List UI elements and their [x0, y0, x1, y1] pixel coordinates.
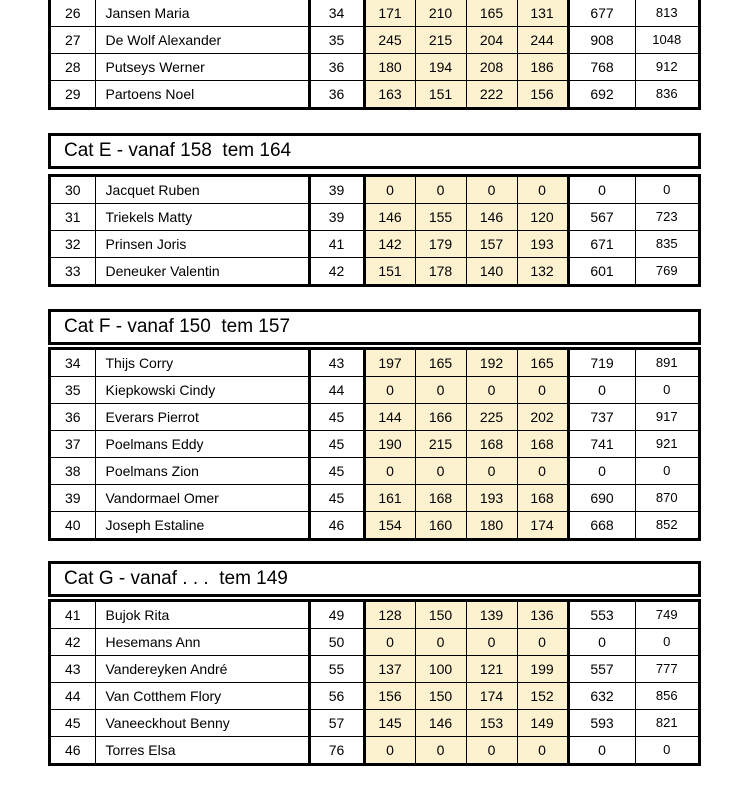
cell-total: 768: [568, 54, 635, 81]
cell-game-4: 0: [517, 737, 568, 764]
cell-total-with-handicap: 0: [635, 458, 698, 485]
cell-total-with-handicap: 856: [635, 683, 698, 710]
cell-player-name: Joseph Estaline: [95, 512, 309, 539]
cell-handicap: 45: [309, 485, 364, 512]
cell-player-name: Hesemans Ann: [95, 629, 309, 656]
cell-game-2: 178: [415, 258, 466, 285]
table-row: [51, 377, 698, 404]
table-row: [51, 602, 698, 629]
cell-total-with-handicap: 836: [655, 86, 678, 101]
cell-number: 41: [51, 602, 95, 629]
cell-game-2: 179: [415, 231, 466, 258]
cell-game-4: 131: [517, 0, 568, 27]
score-table-rows: [51, 177, 698, 284]
cell-game-1: 137: [364, 656, 415, 683]
cell-game-3: 146: [466, 204, 517, 231]
cell-game-4: 244: [517, 27, 568, 54]
cell-player-name: Poelmans Zion: [95, 458, 309, 485]
cell-game-1: 156: [364, 683, 415, 710]
cell-number: 28: [51, 54, 95, 81]
cell-handicap: 50: [309, 629, 364, 656]
cell-total: 0: [568, 737, 635, 764]
cell-game-2: 0: [415, 377, 466, 404]
cell-total: 677: [568, 0, 635, 27]
cell-game-4: 165: [517, 350, 568, 377]
cell-total: 593: [568, 710, 635, 737]
cell-total-with-handicap: 821: [635, 710, 698, 737]
cell-number: 33: [51, 258, 95, 285]
cell-total: 557: [568, 656, 635, 683]
cell-game-4: 0: [517, 458, 568, 485]
cell-game-1: 0: [364, 737, 415, 764]
cell-game-3: 0: [466, 377, 517, 404]
cell-handicap: 49: [309, 602, 364, 629]
cell-number: 46: [51, 737, 95, 764]
cell-game-2: 155: [415, 204, 466, 231]
cell-game-2: 166: [415, 404, 466, 431]
cell-handicap: 34: [309, 0, 364, 27]
cell-game-1: 0: [364, 377, 415, 404]
cell-game-1: 154: [364, 512, 415, 539]
cell-number: 42: [51, 629, 95, 656]
cell-total-with-handicap: 870: [635, 485, 698, 512]
cell-game-1: 151: [364, 258, 415, 285]
score-table-rows: [51, 602, 698, 763]
cell-game-2: 0: [415, 737, 466, 764]
cell-number: 32: [51, 231, 95, 258]
cell-game-3: 0: [466, 629, 517, 656]
cell-player-name: Vaneeckhout Benny: [95, 710, 309, 737]
cell-total-with-handicap: 0: [635, 177, 698, 204]
cell-game-1: 0: [364, 629, 415, 656]
table-row: [51, 350, 698, 377]
cell-game-3: 157: [466, 231, 517, 258]
cell-game-4: 156: [517, 81, 568, 108]
cell-handicap: 45: [309, 404, 364, 431]
cell-handicap: 36: [309, 54, 364, 81]
cell-game-4: 193: [517, 231, 568, 258]
cell-game-4: 186: [517, 54, 568, 81]
table-row: [51, 737, 698, 764]
cell-game-4: 202: [517, 404, 568, 431]
cell-game-4: 0: [517, 377, 568, 404]
cell-game-4: 168: [517, 431, 568, 458]
cell-number: 45: [51, 710, 95, 737]
cell-game-1: 161: [364, 485, 415, 512]
cell-player-name: Kiepkowski Cindy: [95, 377, 309, 404]
cell-game-1: 0: [364, 177, 415, 204]
cell-handicap: 36: [309, 81, 364, 108]
cell-player-name: Vandereyken André: [95, 656, 309, 683]
cell-game-2: 215: [415, 27, 466, 54]
cell-total-with-handicap: 723: [635, 204, 698, 231]
cell-number: 34: [51, 350, 95, 377]
cell-game-3: 193: [466, 485, 517, 512]
cell-game-2: 210: [415, 0, 466, 27]
cell-player-name: Putseys Werner: [95, 54, 309, 81]
cell-player-name: Torres Elsa: [95, 737, 309, 764]
cell-game-3: 180: [466, 512, 517, 539]
cell-player-name: Poelmans Eddy: [95, 431, 309, 458]
cell-number: 44: [51, 683, 95, 710]
cell-game-3: 139: [466, 602, 517, 629]
cell-player-name: Partoens Noel: [95, 81, 309, 108]
table-row: [51, 0, 698, 27]
cell-total-with-handicap: 1048: [635, 27, 698, 54]
cell-handicap: 39: [309, 204, 364, 231]
cell-game-3: 208: [466, 54, 517, 81]
cell-game-4: 199: [517, 656, 568, 683]
cell-number: 40: [51, 512, 95, 539]
cell-total: 671: [568, 231, 635, 258]
cell-game-2: 146: [415, 710, 466, 737]
cell-handicap: 55: [309, 656, 364, 683]
category-header-g: Cat G - vanaf . . . tem 149: [48, 561, 701, 597]
cell-total: 0: [568, 458, 635, 485]
cell-player-name: De Wolf Alexander: [95, 27, 309, 54]
cell-player-name: Deneuker Valentin: [95, 258, 309, 285]
cell-number: 30: [51, 177, 95, 204]
table-row: [51, 485, 698, 512]
cell-game-4: 0: [517, 629, 568, 656]
cell-total: 601: [568, 258, 635, 285]
cell-total-with-handicap: 813: [635, 0, 698, 27]
cell-handicap: 45: [309, 431, 364, 458]
table-row: [51, 629, 698, 656]
cell-game-3: 0: [466, 458, 517, 485]
cell-game-1: 144: [364, 404, 415, 431]
cell-total-with-handicap: 835: [635, 231, 698, 258]
cell-game-1: 171: [364, 0, 415, 27]
score-table-rows: [51, 350, 698, 538]
cell-game-3: 121: [466, 656, 517, 683]
cell-total: 553: [568, 602, 635, 629]
cell-game-4: 132: [517, 258, 568, 285]
cell-game-1: 146: [364, 204, 415, 231]
cell-game-4: 120: [517, 204, 568, 231]
table-row: [51, 258, 698, 285]
cell-game-2: 151: [415, 81, 466, 108]
table-row: [51, 656, 698, 683]
score-table-rows: [51, 0, 698, 107]
cell-game-1: 245: [364, 27, 415, 54]
cell-total-with-handicap: 0: [635, 629, 698, 656]
table-row: [51, 458, 698, 485]
cell-total: 741: [568, 431, 635, 458]
cell-total: 908: [568, 27, 635, 54]
cell-player-name: Jansen Maria: [95, 0, 309, 27]
cell-total-with-handicap: 917: [635, 404, 698, 431]
cell-game-2: 100: [415, 656, 466, 683]
table-row: [51, 683, 698, 710]
cell-total: 567: [568, 204, 635, 231]
cell-handicap: 46: [309, 512, 364, 539]
cell-number: 38: [51, 458, 95, 485]
cell-handicap: 43: [309, 350, 364, 377]
cell-number: 36: [51, 404, 95, 431]
cell-total: 0: [568, 629, 635, 656]
cell-total-with-handicap: 921: [635, 431, 698, 458]
table-row: [51, 177, 698, 204]
cell-game-3: 168: [466, 431, 517, 458]
cell-total-with-handicap: 0: [635, 377, 698, 404]
cell-game-2: 0: [415, 629, 466, 656]
score-table-top: [48, 0, 701, 110]
score-table-cat-e: [48, 174, 701, 287]
cell-total: 0: [568, 177, 635, 204]
cell-handicap: 44: [309, 377, 364, 404]
cell-handicap: 76: [309, 737, 364, 764]
cell-number: 43: [51, 656, 95, 683]
cell-total-with-handicap: 852: [655, 517, 678, 532]
table-row: [51, 54, 698, 81]
table-row: [51, 512, 698, 539]
cell-total: 690: [568, 485, 635, 512]
cell-game-3: 0: [466, 177, 517, 204]
cell-game-2: 160: [415, 512, 466, 539]
table-row: [51, 231, 698, 258]
cell-player-name: Vandormael Omer: [95, 485, 309, 512]
cell-total-with-handicap: 777: [635, 656, 698, 683]
table-row: [51, 431, 698, 458]
cell-handicap: 45: [309, 458, 364, 485]
cell-game-3: 222: [466, 81, 517, 108]
cell-game-1: 197: [364, 350, 415, 377]
cell-game-1: 145: [364, 710, 415, 737]
cell-handicap: 57: [309, 710, 364, 737]
cell-game-3: 140: [466, 258, 517, 285]
cell-game-4: 168: [517, 485, 568, 512]
cell-number: 29: [51, 81, 95, 108]
cell-game-2: 0: [415, 177, 466, 204]
cell-number: 35: [51, 377, 95, 404]
table-row: [51, 404, 698, 431]
cell-total: 719: [568, 350, 635, 377]
table-row: [51, 27, 698, 54]
cell-player-name: Thijs Corry: [95, 350, 309, 377]
cell-handicap: 42: [309, 258, 364, 285]
cell-total: 632: [568, 683, 635, 710]
cell-total: 668: [568, 512, 635, 539]
cell-game-3: 0: [466, 737, 517, 764]
cell-game-2: 194: [415, 54, 466, 81]
cell-total-with-handicap: 0: [663, 742, 671, 757]
cell-game-4: 149: [517, 710, 568, 737]
cell-player-name: Bujok Rita: [95, 602, 309, 629]
cell-total-with-handicap: 769: [655, 263, 678, 278]
cell-total-with-handicap: 749: [635, 602, 698, 629]
cell-total: 692: [568, 81, 635, 108]
cell-player-name: Triekels Matty: [95, 204, 309, 231]
category-header-e: Cat E - vanaf 158 tem 164: [48, 133, 701, 169]
cell-game-4: 174: [517, 512, 568, 539]
category-header-f: Cat F - vanaf 150 tem 157: [48, 309, 701, 345]
cell-game-1: 142: [364, 231, 415, 258]
cell-game-2: 165: [415, 350, 466, 377]
table-row: [51, 204, 698, 231]
cell-game-2: 150: [415, 602, 466, 629]
table-row: [51, 710, 698, 737]
cell-game-2: 215: [415, 431, 466, 458]
score-table-cat-f: [48, 347, 701, 541]
cell-player-name: Everars Pierrot: [95, 404, 309, 431]
cell-game-1: 163: [364, 81, 415, 108]
cell-total: 737: [568, 404, 635, 431]
cell-game-3: 165: [466, 0, 517, 27]
cell-total: 0: [568, 377, 635, 404]
cell-handicap: 39: [309, 177, 364, 204]
cell-game-3: 174: [466, 683, 517, 710]
cell-handicap: 41: [309, 231, 364, 258]
cell-game-2: 0: [415, 458, 466, 485]
cell-handicap: 35: [309, 27, 364, 54]
cell-number: 27: [51, 27, 95, 54]
cell-player-name: Prinsen Joris: [95, 231, 309, 258]
cell-game-2: 168: [415, 485, 466, 512]
cell-total-with-handicap: 912: [635, 54, 698, 81]
cell-player-name: Van Cotthem Flory: [95, 683, 309, 710]
cell-handicap: 56: [309, 683, 364, 710]
cell-number: 26: [51, 0, 95, 27]
cell-number: 39: [51, 485, 95, 512]
cell-number: 37: [51, 431, 95, 458]
cell-game-1: 180: [364, 54, 415, 81]
cell-game-3: 192: [466, 350, 517, 377]
cell-game-3: 225: [466, 404, 517, 431]
cell-total-with-handicap: 891: [635, 350, 698, 377]
cell-game-1: 0: [364, 458, 415, 485]
table-row: [51, 81, 698, 108]
cell-game-3: 153: [466, 710, 517, 737]
cell-game-4: 152: [517, 683, 568, 710]
score-table-cat-g: [48, 599, 701, 766]
cell-number: 31: [51, 204, 95, 231]
cell-game-3: 204: [466, 27, 517, 54]
cell-game-4: 0: [517, 177, 568, 204]
cell-player-name: Jacquet Ruben: [95, 177, 309, 204]
cell-game-1: 190: [364, 431, 415, 458]
cell-game-1: 128: [364, 602, 415, 629]
cell-game-2: 150: [415, 683, 466, 710]
cell-game-4: 136: [517, 602, 568, 629]
